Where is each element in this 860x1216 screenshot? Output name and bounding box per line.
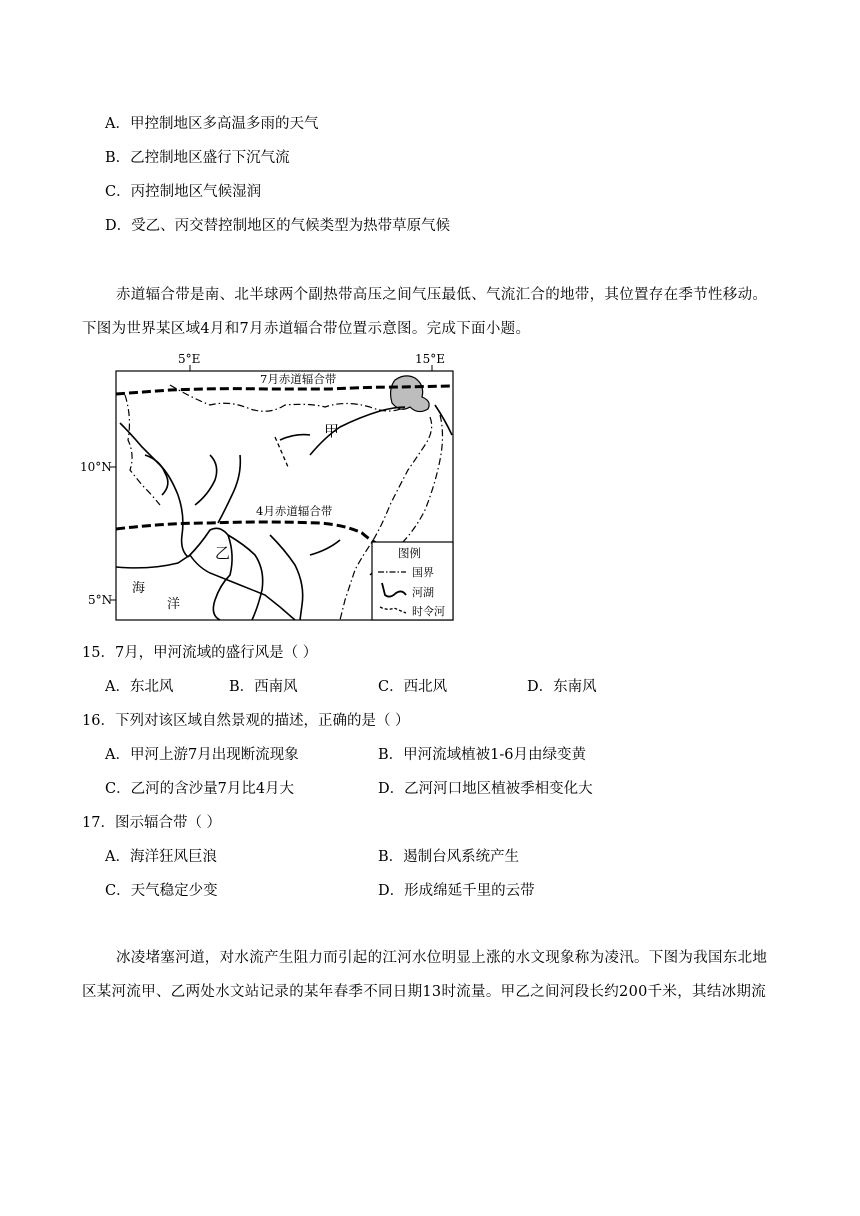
april-itcz-label: 4月赤道辐合带 [256, 504, 333, 518]
q16-option-c: C．乙河的含沙量7月比4月大 [105, 781, 295, 797]
itcz-map [70, 345, 460, 625]
q15-option-d: D．东南风 [527, 679, 597, 695]
q15-option-b: B．西南风 [229, 679, 298, 695]
region-jia-label: 甲 [324, 422, 340, 440]
q17-option-c: C．天气稳定少变 [105, 883, 218, 899]
legend-title: 图例 [398, 546, 421, 560]
passage1-line1: 赤道辐合带是南、北半球两个副热带高压之间气压最低、气流汇合的地带，其位置存在季节性移动。 [116, 287, 768, 303]
q17-option-b: B．遏制台风系统产生 [378, 849, 520, 865]
lon-5e-label: 5°E [178, 352, 201, 366]
option-b-prev: B．乙控制地区盛行下沉气流 [105, 150, 290, 166]
q15-option-a: A．东北风 [105, 679, 174, 695]
q16-stem: 16．下列对该区域自然景观的描述，正确的是（ ） [82, 713, 410, 729]
q16-option-a: A．甲河上游7月出现断流现象 [105, 747, 299, 763]
legend [372, 542, 453, 620]
region-yi-label: 乙 [215, 544, 231, 562]
ocean-yang-label: 洋 [167, 597, 181, 612]
q16-option-b: B．甲河流域植被1-6月由绿变黄 [378, 747, 587, 763]
passage2-line2: 区某河流甲、乙两处水文站记录的某年春季不同日期13时流量。甲乙之间河段长约200千米，其结冰期流 [82, 984, 767, 1000]
lon-15e-label: 15°E [415, 352, 446, 366]
q15-option-c: C．西北风 [378, 679, 448, 695]
ocean-hai-label: 海 [132, 581, 146, 596]
option-a-prev: A．甲控制地区多高温多雨的天气 [105, 116, 319, 132]
q17-option-d: D．形成绵延千里的云带 [378, 883, 535, 899]
passage2-line1: 冰凌堵塞河道，对水流产生阻力而引起的江河水位明显上涨的水文现象称为凌汛。下图为我国东北地 [116, 950, 768, 966]
legend-border-label: 国界 [412, 566, 434, 579]
legend-seasonal-label: 时令河 [412, 605, 445, 618]
passage1-line2: 下图为世界某区域4月和7月赤道辐合带位置示意图。完成下面小题。 [82, 321, 531, 337]
option-d-prev: D．受乙、丙交替控制地区的气候类型为热带草原气候 [105, 218, 451, 234]
q17-option-a: A．海洋狂风巨浪 [105, 849, 217, 865]
q16-option-d: D．乙河河口地区植被季相变化大 [378, 781, 593, 797]
option-c-prev: C．丙控制地区气候湿润 [105, 184, 262, 200]
lat-5n-label: 5°N [88, 593, 113, 607]
lat-10n-label: 10°N [80, 460, 112, 474]
july-itcz-label: 7月赤道辐合带 [260, 372, 337, 386]
q15-stem: 15．7月，甲河流域的盛行风是（ ） [82, 645, 318, 661]
q17-stem: 17．图示辐合带（ ） [82, 815, 222, 831]
legend-lake-label: 河湖 [412, 586, 434, 599]
